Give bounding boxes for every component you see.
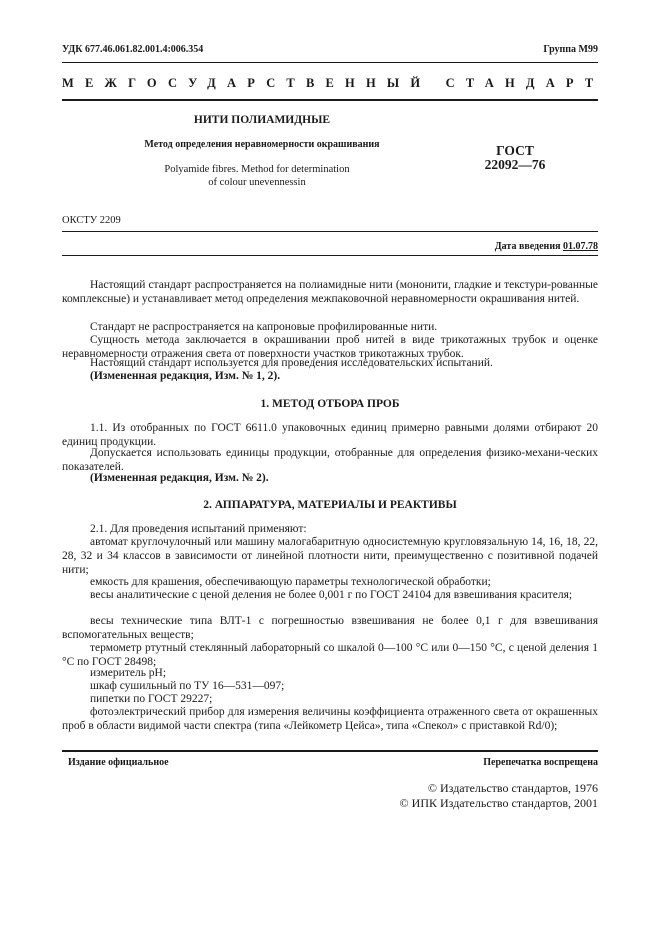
- english-title-line1: Polyamide fibres. Method for determination: [164, 164, 350, 175]
- header-rule-bottom: [62, 99, 598, 101]
- intro-paragraph-2: Стандарт не распространяется на капроновые профилированные нити.: [90, 321, 438, 333]
- section-2-paragraph-3: емкость для крашения, обеспечивающую параметры технологической обработки;: [90, 576, 491, 588]
- section-2-paragraph-8: шкаф сушильный по ТУ 16—531—097;: [90, 680, 285, 692]
- official-edition: Издание официальное: [68, 757, 169, 768]
- section-1-paragraph-2: Допускается использовать единицы продукции, отобранные для определения физико-механи-ческих показателей.: [62, 447, 598, 473]
- section-2-paragraph-4: весы аналитические с ценой деления не более 0,001 г по ГОСТ 24104 для взвешивания красителя;: [90, 589, 573, 601]
- section-2-paragraph-9: пипетки по ГОСТ 29227;: [90, 693, 213, 705]
- section-2-heading: 2. АППАРАТУРА, МАТЕРИАЛЫ И РЕАКТИВЫ: [203, 499, 457, 511]
- section-2-paragraph-2: автомат круглочулочный или машину малогабаритную односистемную кругловязальную 14, 16, 18, 22, 28, 32 и 34 классов в зависимости от линейной плотности нити, преимущественно с позитивной подачей нити;: [62, 536, 598, 576]
- gost-label: ГОСТ: [496, 143, 534, 158]
- intro-date: [495, 241, 598, 252]
- copyright-1976: © Издательство стандартов, 1976: [427, 781, 598, 795]
- header-rule-top: [62, 62, 598, 63]
- copyright-2001: © ИПК Издательство стандартов, 2001: [399, 796, 598, 810]
- document-subtitle: Метод определения неравномерности окрашивания: [144, 139, 380, 150]
- section-1-heading: 1. МЕТОД ОТБОРА ПРОБ: [260, 398, 400, 410]
- section-2-paragraph-6: термометр ртутный стеклянный лабораторный со шкалой 0—100 °С или 0—150 °С, с ценой деления 1 °С по ГОСТ 28498;: [62, 642, 598, 668]
- oksty-rule: [62, 231, 598, 232]
- intro-paragraph-3: Сущность метода заключается в окрашивании проб нитей в виде трикотажных трубок и оценке неравномерности отражения света от поверхности участков трикотажных трубок.: [62, 334, 598, 360]
- oksty-code: ОКСТУ 2209: [62, 215, 121, 226]
- section-2-paragraph-5: весы технические типа ВЛТ-1 с погрешностью взвешивания не более 0,1 г для взвешивания вспомогательных веществ;: [62, 615, 598, 641]
- intro-date-rule: [62, 255, 598, 256]
- gost-number: 22092—76: [484, 157, 546, 172]
- intro-date-label: Дата введения: [494, 241, 561, 252]
- group-code: Группа М99: [543, 44, 598, 55]
- document-title: НИТИ ПОЛИАМИДНЫЕ: [193, 114, 331, 126]
- english-title-line2: of colour unevennessin: [208, 177, 306, 188]
- intro-date-value: 01.07.78: [563, 241, 598, 252]
- section-2-paragraph-1: 2.1. Для проведения испытаний применяют:: [90, 523, 307, 535]
- udk-code: УДК 677.46.061.82.001.4:006.354: [62, 44, 204, 55]
- footer-rule: [62, 750, 598, 752]
- intro-paragraph-1: Настоящий стандарт распространяется на полиамидные нити (мононити, гладкие и текстури-рованные комплексные) и устанавливает метод определения межпаковочной неравномерности окрашивания нитей.: [62, 279, 598, 305]
- section-2-paragraph-10: фотоэлектрический прибор для измерения величины коэффициента отраженного света от окрашенных проб в области видимой части спектра (типа «Лейкометр Цейса», типа «Спекол» с приставкой Rd/0);: [62, 706, 598, 732]
- section-2-paragraph-7: измеритель рН;: [90, 667, 167, 679]
- reprint-notice: Перепечатка воспрещена: [483, 757, 598, 768]
- intro-amendment: (Измененная редакция, Изм. № 1, 2).: [90, 370, 281, 382]
- intro-paragraph-4: Настоящий стандарт используется для проведения исследовательских испытаний.: [90, 357, 493, 369]
- section-1-paragraph-1: 1.1. Из отобранных по ГОСТ 6611.0 упаковочных единиц примерно равными долями отбирают 20 единиц продукции.: [62, 422, 598, 448]
- section-1-amendment: (Измененная редакция, Изм. № 2).: [90, 472, 269, 484]
- standard-banner: МЕЖГОСУДАРСТВЕННЫЙ СТАНДАРТ: [62, 76, 605, 90]
